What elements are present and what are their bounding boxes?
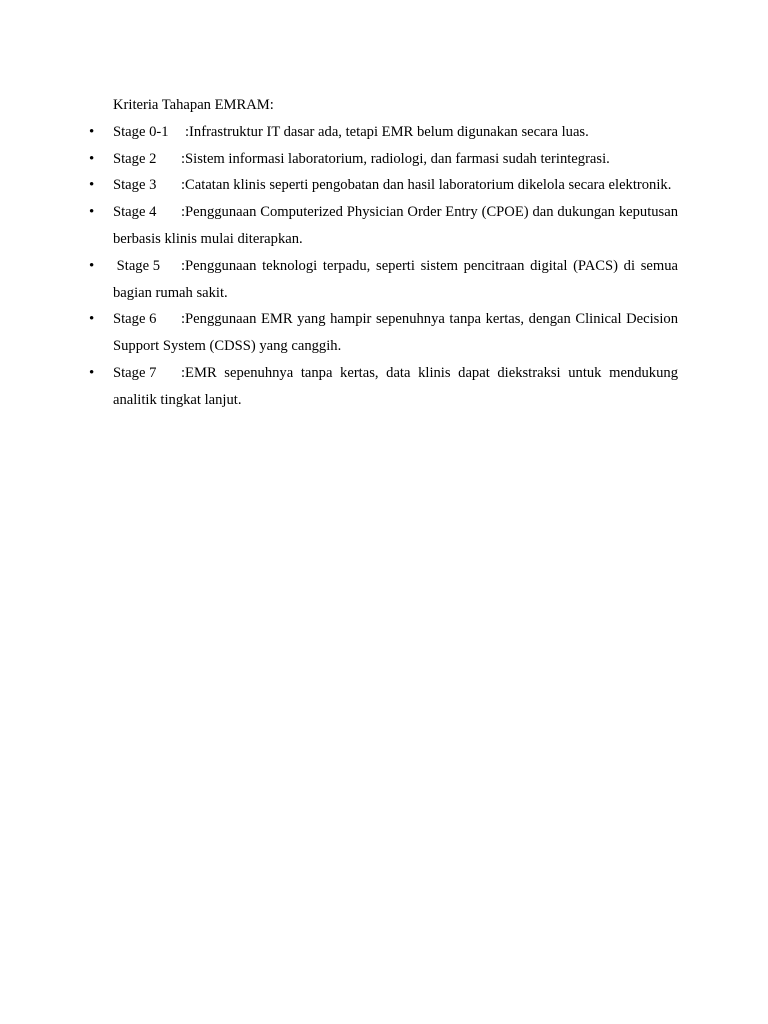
stage-description: :Penggunaan EMR yang hampir sepenuhnya tanpa kertas, dengan Clinical Decision Support System (CDSS) yang canggih. bbox=[113, 311, 678, 355]
bullet-icon: • bbox=[89, 311, 95, 328]
section-heading: Kriteria Tahapan EMRAM: bbox=[113, 97, 274, 113]
bullet-icon: • bbox=[89, 257, 95, 274]
bullet-icon: • bbox=[89, 150, 95, 167]
stage-list bbox=[89, 119, 678, 414]
list-item-stage-3 bbox=[89, 172, 678, 199]
stage-label: Stage 5 bbox=[113, 257, 161, 274]
bullet-icon: • bbox=[89, 204, 95, 221]
stage-label: Stage 2 bbox=[113, 150, 157, 167]
bullet-icon: • bbox=[89, 177, 95, 194]
stage-description: :Infrastruktur IT dasar ada, tetapi EMR belum digunakan secara luas. bbox=[185, 123, 589, 140]
stage-label: Stage 7 bbox=[113, 364, 157, 381]
list-item-stage-0-1 bbox=[89, 119, 678, 146]
stage-description: :EMR sepenuhnya tanpa kertas, data klinis dapat diekstraksi untuk mendukung analitik tingkat lanjut. bbox=[113, 364, 678, 408]
stage-description: :Penggunaan teknologi terpadu, seperti sistem pencitraan digital (PACS) di semua bagian rumah sakit. bbox=[113, 257, 678, 301]
list-item-stage-5 bbox=[89, 253, 678, 307]
bullet-icon: • bbox=[89, 364, 95, 381]
list-item-stage-2 bbox=[89, 146, 678, 173]
document-body bbox=[89, 92, 678, 414]
list-item-stage-7 bbox=[89, 360, 678, 414]
stage-description: :Sistem informasi laboratorium, radiologi, dan farmasi sudah terintegrasi. bbox=[181, 150, 610, 167]
stage-label: Stage 6 bbox=[113, 311, 157, 328]
list-item-stage-6 bbox=[89, 306, 678, 360]
stage-label: Stage 0-1 bbox=[113, 123, 169, 140]
stage-label: Stage 4 bbox=[113, 204, 157, 221]
list-item-stage-4 bbox=[89, 199, 678, 253]
stage-description: :Penggunaan Computerized Physician Order Entry (CPOE) dan dukungan keputusan berbasis klinis mulai diterapkan. bbox=[113, 204, 678, 247]
bullet-icon: • bbox=[89, 123, 95, 140]
stage-label: Stage 3 bbox=[113, 177, 157, 194]
stage-description: :Catatan klinis seperti pengobatan dan hasil laboratorium dikelola secara elektronik. bbox=[181, 177, 672, 194]
